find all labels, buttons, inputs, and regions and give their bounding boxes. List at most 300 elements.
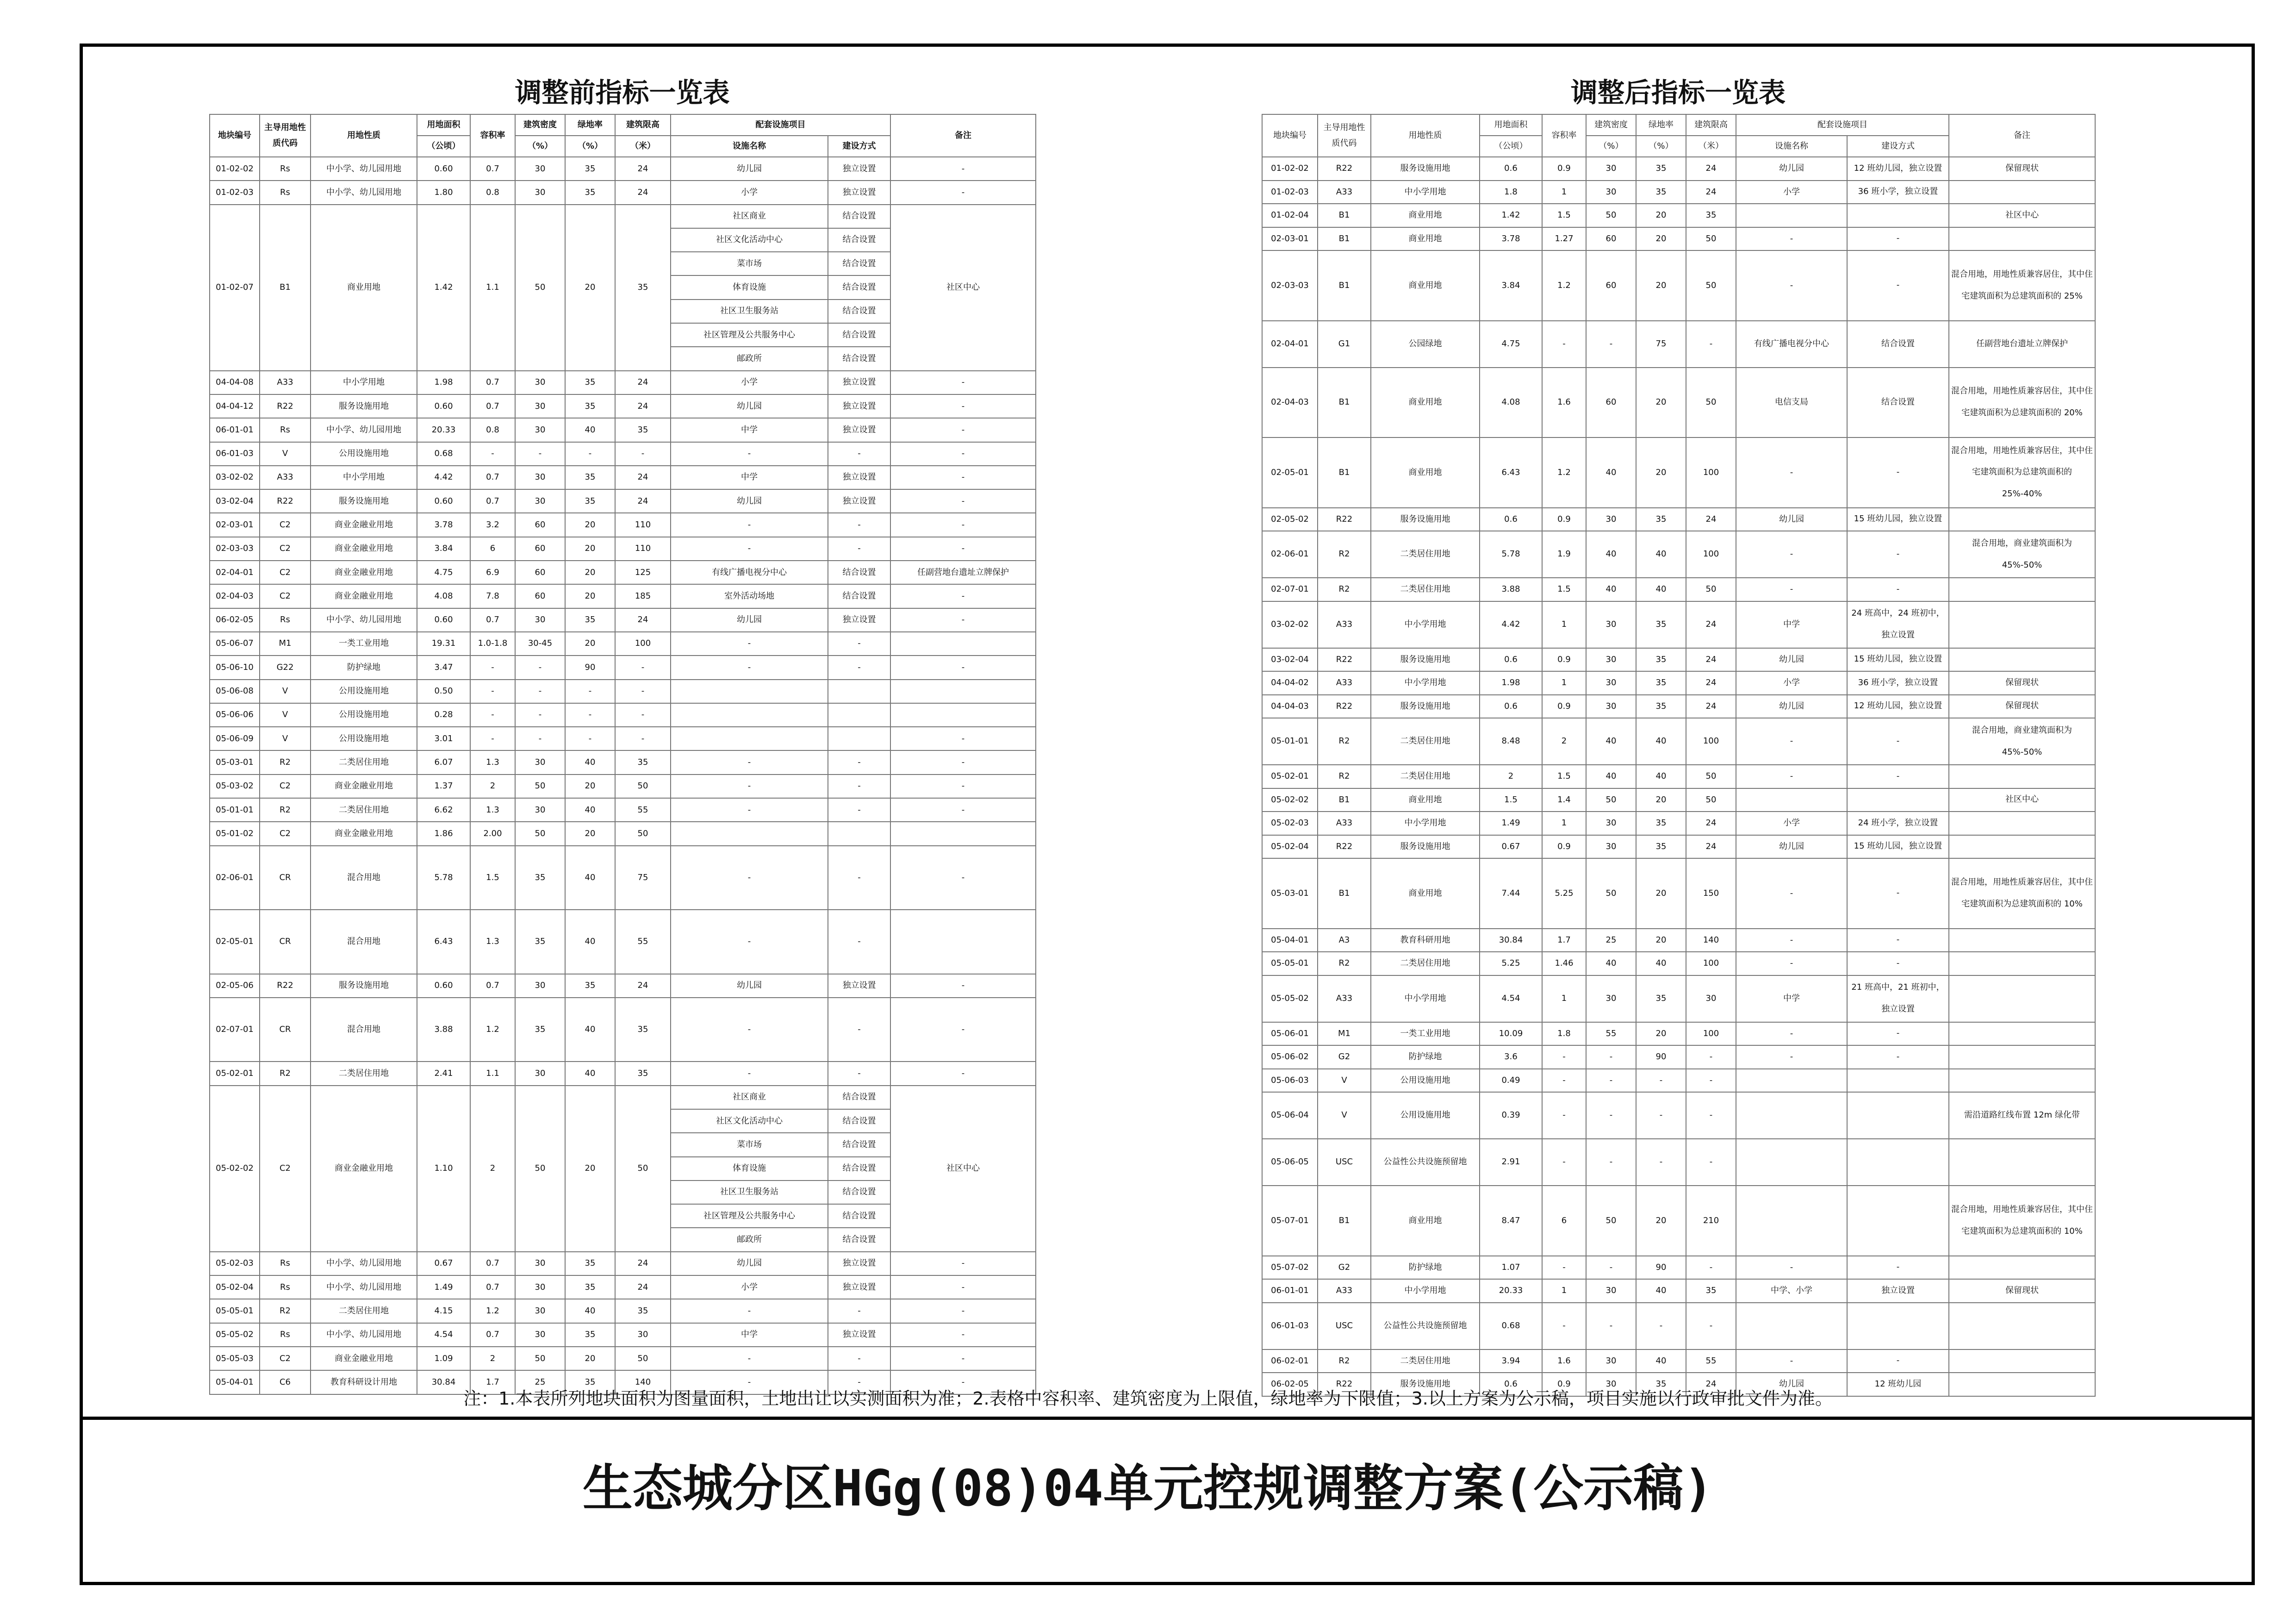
height-value: 185: [615, 584, 671, 608]
land-area: 5.78: [1480, 531, 1542, 578]
height-value: 35: [1686, 204, 1736, 227]
land-area: 0.6: [1480, 508, 1542, 531]
table-row: [210, 537, 1036, 561]
far-value: 3.2: [470, 513, 515, 537]
height-value: 55: [615, 910, 671, 974]
land-area: 0.6: [1480, 648, 1542, 672]
facility-mode: 独立设置: [828, 418, 890, 442]
land-area: 1.98: [1480, 671, 1542, 695]
block-id: 02-04-01: [210, 561, 260, 584]
col-facilities: 配套设施项目: [671, 114, 890, 136]
remark: -: [890, 418, 1036, 442]
far-value: 1.2: [1542, 250, 1586, 321]
green-value: 35: [565, 1275, 615, 1299]
far-value: 5.25: [1542, 858, 1586, 929]
col-remark: 备注: [1949, 114, 2095, 157]
land-area: 8.47: [1480, 1186, 1542, 1256]
facility-name: 体育设施: [671, 1157, 828, 1181]
density-value: 30: [1586, 812, 1636, 835]
facility-name: 社区管理及公共服务中心: [671, 1204, 828, 1228]
col-area: 用地面积: [1480, 114, 1542, 136]
facility-name: [1736, 1186, 1847, 1256]
facility-name: 中学: [671, 418, 828, 442]
land-nature: 中小学、幼儿园用地: [311, 608, 417, 632]
density-value: -: [1586, 1139, 1636, 1186]
land-code: B1: [1318, 1186, 1371, 1256]
table-row: [1262, 1349, 2095, 1373]
block-id: 01-02-02: [1262, 157, 1318, 181]
col-fac-mode: 建设方式: [828, 136, 890, 157]
land-code: R22: [1318, 1373, 1371, 1396]
block-id: 01-02-03: [1262, 181, 1318, 204]
facility-mode: -: [828, 998, 890, 1062]
col-code: 主导用地性质代码: [260, 114, 311, 157]
density-value: 40: [1586, 952, 1636, 975]
far-value: -: [1542, 1045, 1586, 1069]
height-value: 50: [615, 822, 671, 845]
remark: -: [890, 775, 1036, 798]
remark: [890, 822, 1036, 845]
height-value: 35: [615, 750, 671, 774]
far-value: -: [1542, 1303, 1586, 1349]
land-area: 1.8: [1480, 181, 1542, 204]
col-facilities: 配套设施项目: [1736, 114, 1949, 136]
block-id: 04-04-03: [1262, 695, 1318, 718]
land-nature: 商业用地: [1371, 858, 1480, 929]
height-value: 24: [615, 181, 671, 204]
height-value: 150: [1686, 858, 1736, 929]
facility-mode: 独立设置: [828, 181, 890, 204]
green-value: 35: [1636, 508, 1686, 531]
green-value: 35: [565, 157, 615, 181]
facility-mode: [828, 680, 890, 703]
land-area: 1.07: [1480, 1256, 1542, 1280]
facility-mode: 结合设置: [828, 275, 890, 299]
land-nature: 商业用地: [1371, 227, 1480, 251]
facility-mode: 结合设置: [828, 1086, 890, 1109]
height-value: 140: [1686, 929, 1736, 952]
block-id: 06-01-01: [1262, 1279, 1318, 1303]
block-id: 05-02-02: [210, 1086, 260, 1252]
facility-name: -: [1736, 437, 1847, 508]
facility-name: -: [671, 656, 828, 679]
facility-name: 社区商业: [671, 205, 828, 228]
block-id: 03-02-02: [1262, 601, 1318, 648]
plan-title: 生态城分区HGg(08)04单元控规调整方案(公示稿): [582, 1460, 1714, 1518]
after-table-title: 调整后指标一览表: [1570, 77, 1786, 108]
remark: [1949, 1022, 2095, 1046]
height-value: 110: [615, 537, 671, 561]
block-id: 02-04-01: [1262, 321, 1318, 368]
block-id: 02-03-01: [210, 513, 260, 537]
table-row: [1262, 157, 2095, 181]
land-code: R2: [260, 798, 311, 822]
height-value: 210: [1686, 1186, 1736, 1256]
height-value: -: [1686, 1045, 1736, 1069]
block-id: 04-04-08: [210, 371, 260, 394]
density-value: -: [515, 656, 565, 679]
facility-mode: -: [1847, 578, 1949, 601]
far-value: 0.7: [470, 157, 515, 181]
facility-mode: 结合设置: [828, 561, 890, 584]
facility-name: -: [1736, 1256, 1847, 1280]
far-value: 1: [1542, 812, 1586, 835]
land-nature: 中小学用地: [1371, 975, 1480, 1022]
block-id: 02-05-01: [210, 910, 260, 974]
facility-mode: -: [828, 1062, 890, 1085]
remark: [1949, 975, 2095, 1022]
block-id: 06-01-01: [210, 418, 260, 442]
land-nature: 商业金融业用地: [311, 513, 417, 537]
green-value: 40: [565, 750, 615, 774]
facility-name: -: [1736, 250, 1847, 321]
block-id: 06-01-03: [1262, 1303, 1318, 1349]
land-area: 4.08: [417, 584, 470, 608]
green-value: 90: [565, 656, 615, 679]
block-id: 05-02-01: [210, 1062, 260, 1085]
table-row: [1262, 929, 2095, 952]
green-value: -: [1636, 1139, 1686, 1186]
land-code: C2: [260, 1347, 311, 1370]
height-value: 24: [1686, 835, 1736, 859]
remark: [1949, 601, 2095, 648]
height-value: 50: [1686, 368, 1736, 438]
far-value: 1.27: [1542, 227, 1586, 251]
land-area: 0.68: [1480, 1303, 1542, 1349]
land-area: 30.84: [417, 1370, 470, 1394]
after-indicator-table: [1262, 114, 2096, 1397]
far-value: 1.7: [470, 1370, 515, 1394]
col-area-unit: （公顷）: [1480, 136, 1542, 157]
remark: [890, 632, 1036, 656]
table-row: [210, 703, 1036, 727]
green-value: -: [565, 442, 615, 466]
land-nature: 一类工业用地: [311, 632, 417, 656]
block-id: 05-07-01: [1262, 1186, 1318, 1256]
land-area: 1.42: [417, 205, 470, 371]
facility-mode: 独立设置: [828, 1252, 890, 1275]
density-value: 40: [1586, 718, 1636, 765]
density-value: 40: [1586, 765, 1636, 788]
remark: -: [890, 1347, 1036, 1370]
remark: -: [890, 727, 1036, 750]
land-nature: 服务设施用地: [311, 489, 417, 513]
far-value: 2: [470, 775, 515, 798]
height-value: 24: [615, 608, 671, 632]
table-row: [1262, 227, 2095, 251]
height-value: -: [615, 680, 671, 703]
table-row: [210, 680, 1036, 703]
land-nature: 商业金融业用地: [311, 1347, 417, 1370]
facility-name: 社区文化活动中心: [671, 1109, 828, 1133]
remark: -: [890, 974, 1036, 998]
facility-mode: 独立设置: [828, 371, 890, 394]
remark: -: [890, 1252, 1036, 1275]
far-value: 0.7: [470, 394, 515, 418]
land-code: B1: [260, 205, 311, 371]
table-row: [210, 489, 1036, 513]
block-id: 05-05-03: [210, 1347, 260, 1370]
facility-mode: 结合设置: [828, 252, 890, 275]
facility-name: 幼儿园: [671, 608, 828, 632]
land-area: 0.28: [417, 703, 470, 727]
remark: [1949, 1256, 2095, 1280]
green-value: 20: [1636, 368, 1686, 438]
block-id: 05-01-01: [210, 798, 260, 822]
table-row: [210, 822, 1036, 845]
facility-mode: -: [828, 750, 890, 774]
density-value: 30: [1586, 975, 1636, 1022]
land-area: 6.07: [417, 750, 470, 774]
remark: [1949, 181, 2095, 204]
land-area: 4.42: [1480, 601, 1542, 648]
facility-name: -: [1736, 531, 1847, 578]
far-value: 1.3: [470, 798, 515, 822]
land-code: B1: [1318, 368, 1371, 438]
land-code: R22: [1318, 508, 1371, 531]
facility-name: [671, 822, 828, 845]
remark: [1949, 929, 2095, 952]
height-value: 100: [615, 632, 671, 656]
facility-mode: [828, 703, 890, 727]
land-nature: 商业金融业用地: [311, 537, 417, 561]
facility-name: [1736, 1092, 1847, 1139]
green-value: 40: [1636, 1349, 1686, 1373]
green-value: 20: [565, 513, 615, 537]
facility-mode: 独立设置: [828, 974, 890, 998]
facility-name: -: [671, 1299, 828, 1323]
before-table-body: [210, 157, 1036, 1394]
col-density: 建筑密度: [1586, 114, 1636, 136]
height-value: -: [615, 727, 671, 750]
facility-mode: [1847, 1069, 1949, 1093]
table-row: [210, 608, 1036, 632]
density-value: -: [515, 703, 565, 727]
remark: 任副营地台遗址立牌保护: [890, 561, 1036, 584]
remark: -: [890, 489, 1036, 513]
remark: -: [890, 656, 1036, 679]
block-id: 05-06-04: [1262, 1092, 1318, 1139]
green-value: 20: [1636, 437, 1686, 508]
density-value: 30: [1586, 157, 1636, 181]
height-value: 30: [1686, 975, 1736, 1022]
land-nature: 中小学、幼儿园用地: [311, 181, 417, 204]
table-row: [1262, 368, 2095, 438]
remark: 社区中心: [1949, 204, 2095, 227]
land-nature: 二类居住用地: [1371, 718, 1480, 765]
land-nature: 商业用地: [1371, 1186, 1480, 1256]
col-density: 建筑密度: [515, 114, 565, 136]
remark: -: [890, 608, 1036, 632]
land-code: M1: [260, 632, 311, 656]
green-value: 40: [1636, 718, 1686, 765]
height-value: 125: [615, 561, 671, 584]
block-id: 02-06-01: [1262, 531, 1318, 578]
density-value: 30: [515, 1062, 565, 1085]
remark: 社区中心: [890, 1086, 1036, 1252]
far-value: 0.7: [470, 974, 515, 998]
land-nature: 公用设施用地: [311, 727, 417, 750]
table-row: [210, 1299, 1036, 1323]
col-height: 建筑限高: [1686, 114, 1736, 136]
land-area: 0.60: [417, 157, 470, 181]
height-value: -: [1686, 321, 1736, 368]
land-code: Rs: [260, 1323, 311, 1347]
table-row: [210, 442, 1036, 466]
facility-mode: -: [828, 656, 890, 679]
far-value: 0.7: [470, 608, 515, 632]
density-value: 60: [1586, 227, 1636, 251]
green-value: 20: [565, 561, 615, 584]
land-area: 1.42: [1480, 204, 1542, 227]
height-value: 24: [1686, 181, 1736, 204]
green-value: 35: [1636, 975, 1686, 1022]
col-nature: 用地性质: [1371, 114, 1480, 157]
col-nature: 用地性质: [311, 114, 417, 157]
density-value: 30: [515, 974, 565, 998]
remark: [1949, 812, 2095, 835]
block-id: 01-02-04: [1262, 204, 1318, 227]
density-value: 40: [1586, 578, 1636, 601]
land-nature: 二类居住用地: [1371, 531, 1480, 578]
density-value: 30: [515, 1252, 565, 1275]
col-green-unit: （%）: [565, 136, 615, 157]
facility-name: 中学: [671, 466, 828, 489]
land-nature: 防护绿地: [1371, 1045, 1480, 1069]
facility-name: 幼儿园: [1736, 835, 1847, 859]
land-area: 5.78: [417, 846, 470, 910]
table-row: [210, 371, 1036, 394]
land-area: 3.88: [1480, 578, 1542, 601]
land-code: R22: [1318, 157, 1371, 181]
far-value: 1.2: [470, 998, 515, 1062]
col-height-unit: （米）: [1686, 136, 1736, 157]
block-id: 02-04-03: [210, 584, 260, 608]
land-nature: 公园绿地: [1371, 321, 1480, 368]
remark: [1949, 227, 2095, 251]
green-value: 40: [565, 798, 615, 822]
far-value: -: [470, 656, 515, 679]
facility-name: [671, 703, 828, 727]
land-area: 3.6: [1480, 1045, 1542, 1069]
facility-mode: -: [828, 775, 890, 798]
facility-name: 幼儿园: [1736, 1373, 1847, 1396]
land-code: A33: [1318, 601, 1371, 648]
facility-name: -: [1736, 952, 1847, 975]
green-value: 20: [565, 632, 615, 656]
facility-mode: 结合设置: [828, 1228, 890, 1251]
far-value: 0.7: [470, 489, 515, 513]
green-value: 40: [1636, 578, 1686, 601]
green-value: 90: [1636, 1045, 1686, 1069]
green-value: 20: [565, 1086, 615, 1252]
density-value: 30: [1586, 181, 1636, 204]
height-value: 24: [615, 1252, 671, 1275]
land-nature: 商业金融业用地: [311, 1086, 417, 1252]
far-value: 1.5: [1542, 765, 1586, 788]
height-value: 35: [615, 1299, 671, 1323]
density-value: 50: [1586, 858, 1636, 929]
facility-name: 幼儿园: [671, 394, 828, 418]
facility-name: [1736, 1303, 1847, 1349]
land-code: R2: [260, 750, 311, 774]
land-nature: 中小学用地: [1371, 181, 1480, 204]
land-area: 0.39: [1480, 1092, 1542, 1139]
land-area: 0.50: [417, 680, 470, 703]
land-nature: 一类工业用地: [1371, 1022, 1480, 1046]
land-code: CR: [260, 998, 311, 1062]
green-value: 20: [1636, 250, 1686, 321]
density-value: 60: [1586, 250, 1636, 321]
table-row: [1262, 531, 2095, 578]
land-code: C2: [260, 537, 311, 561]
facility-name: 小学: [671, 181, 828, 204]
block-id: 05-03-02: [210, 775, 260, 798]
land-nature: 公用设施用地: [1371, 1069, 1480, 1093]
facility-mode: -: [828, 1347, 890, 1370]
table-row: [210, 394, 1036, 418]
far-value: 2: [1542, 718, 1586, 765]
remark: -: [890, 998, 1036, 1062]
far-value: 1.2: [1542, 437, 1586, 508]
far-value: -: [1542, 1069, 1586, 1093]
table-row: [210, 910, 1036, 974]
land-nature: 二类居住用地: [311, 750, 417, 774]
facility-name: -: [1736, 227, 1847, 251]
facility-mode: 12 班幼儿园，独立设置: [1847, 157, 1949, 181]
facility-name: 幼儿园: [671, 1252, 828, 1275]
land-code: R2: [1318, 531, 1371, 578]
facility-mode: 结合设置: [828, 1204, 890, 1228]
land-area: 0.67: [417, 1252, 470, 1275]
remark: -: [890, 513, 1036, 537]
block-id: 05-07-02: [1262, 1256, 1318, 1280]
land-code: A33: [260, 466, 311, 489]
col-far: 容积率: [1542, 114, 1586, 157]
land-nature: 中小学用地: [1371, 671, 1480, 695]
table-row: [210, 727, 1036, 750]
density-value: 50: [515, 205, 565, 371]
facility-mode: [1847, 788, 1949, 812]
land-code: V: [260, 703, 311, 727]
land-code: A33: [1318, 1279, 1371, 1303]
facility-name: 中学: [1736, 975, 1847, 1022]
land-area: 3.84: [417, 537, 470, 561]
remark: 保留现状: [1949, 157, 2095, 181]
remark: -: [890, 798, 1036, 822]
remark: -: [890, 181, 1036, 204]
density-value: 30: [515, 608, 565, 632]
green-value: 35: [565, 466, 615, 489]
facility-mode: 结合设置: [828, 584, 890, 608]
facility-mode: 独立设置: [828, 394, 890, 418]
table-row: [1262, 250, 2095, 321]
far-value: 1.6: [1542, 368, 1586, 438]
land-nature: 商业金融业用地: [311, 775, 417, 798]
facility-mode: 结合设置: [828, 1133, 890, 1156]
facility-mode: 独立设置: [1847, 1279, 1949, 1303]
density-value: 30: [1586, 835, 1636, 859]
land-area: 4.75: [417, 561, 470, 584]
land-nature: 混合用地: [311, 846, 417, 910]
table-row: [1262, 1256, 2095, 1280]
block-id: 05-05-02: [1262, 975, 1318, 1022]
height-value: -: [1686, 1139, 1736, 1186]
land-area: 1.49: [417, 1275, 470, 1299]
far-value: -: [1542, 1139, 1586, 1186]
far-value: 0.8: [470, 418, 515, 442]
facility-mode: 15 班幼儿园，独立设置: [1847, 648, 1949, 672]
